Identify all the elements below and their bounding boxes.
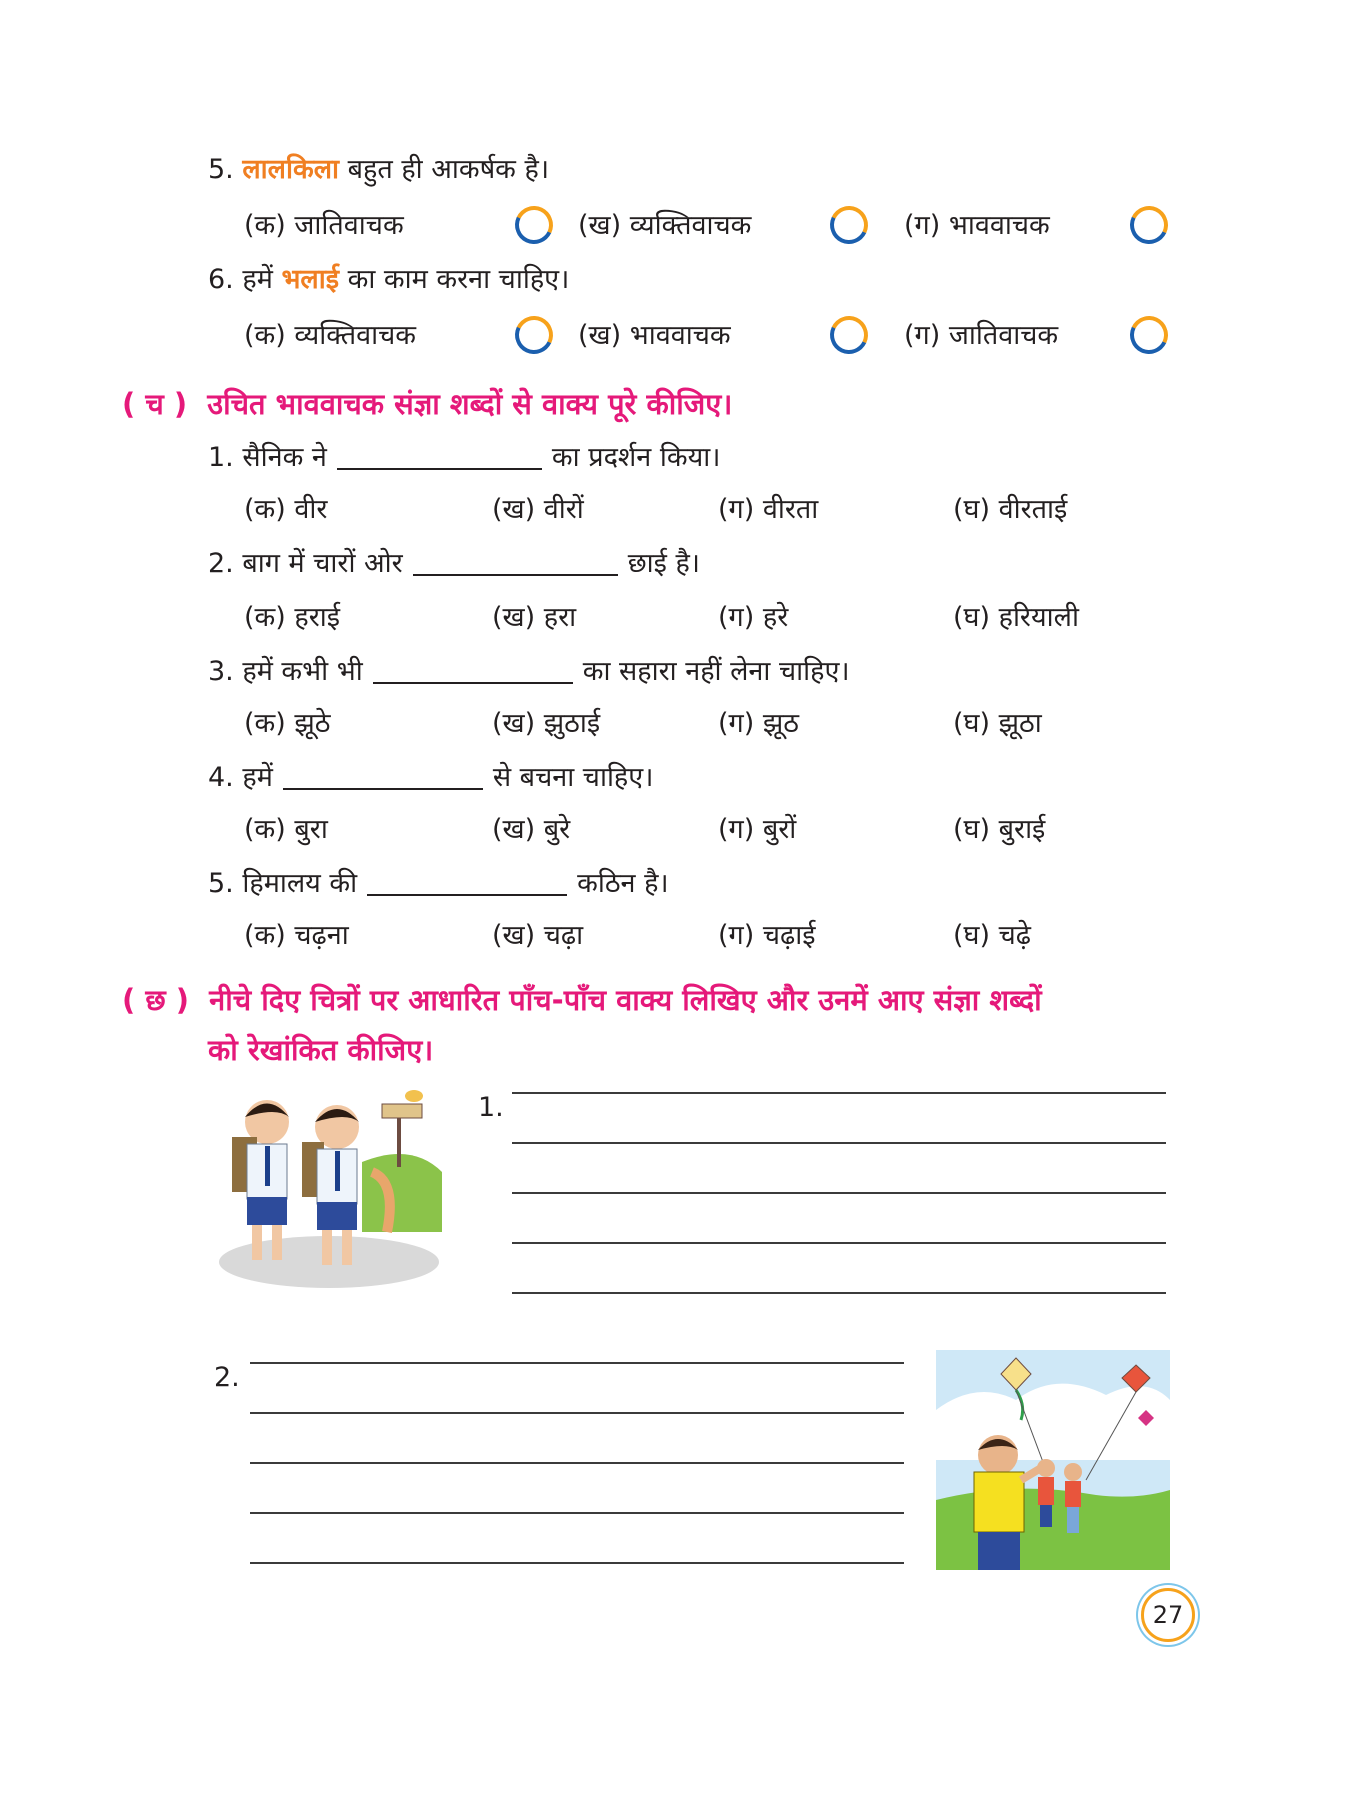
boy-pants: [978, 1532, 1020, 1570]
option-gha: (घ) वीरताई: [953, 494, 1068, 525]
fill-item-1: [208, 440, 720, 476]
answer-blank[interactable]: [337, 448, 542, 470]
option-ka: (क) व्यक्तिवाचक: [244, 320, 417, 351]
fill-item-2: [208, 546, 700, 582]
kite-flying-illustration: [936, 1350, 1170, 1570]
writing-line[interactable]: [512, 1242, 1166, 1244]
option-kha: (ख) व्यक्तिवाचक: [578, 210, 752, 241]
option-ka: (क) जातिवाचक: [244, 210, 404, 241]
option-ka: (क) वीर: [244, 494, 328, 525]
question-text: हमें कभी भी: [242, 656, 363, 687]
option-ga: (ग) जातिवाचक: [904, 320, 1059, 351]
option-ga: (ग) वीरता: [718, 494, 819, 525]
question-text: छाई है।: [627, 548, 701, 579]
boy-tie: [335, 1151, 340, 1191]
writing-item-2-number: 2.: [214, 1362, 240, 1393]
boy-shorts: [317, 1202, 357, 1230]
question-text: का सहारा नहीं लेना चाहिए।: [582, 656, 850, 687]
answer-blank[interactable]: [413, 554, 618, 576]
option-ga: (ग) चढ़ाई: [718, 920, 816, 951]
question-text: बाग में चारों ओर: [242, 548, 403, 579]
option-ka: (क) बुरा: [244, 814, 328, 845]
child-head: [1064, 1463, 1082, 1481]
option-gha: (घ) हरियाली: [953, 602, 1079, 633]
child-pants: [1040, 1505, 1052, 1527]
question-number: 5.: [208, 868, 234, 899]
option-gha: (घ) झूठा: [953, 708, 1042, 739]
answer-circle[interactable]: [825, 311, 874, 360]
question-number: 2.: [208, 548, 234, 579]
question-text: हमें: [242, 762, 273, 793]
section-chha-heading-line2: को रेखांकित कीजिए।: [208, 1033, 434, 1067]
answer-circle[interactable]: [1125, 201, 1174, 250]
section-title: नीचे दिए चित्रों पर आधारित पाँच-पाँच वाक्य लिखिए और उनमें आए संज्ञा शब्दों: [209, 983, 1042, 1017]
boy-tie: [265, 1146, 270, 1186]
writing-line[interactable]: [250, 1412, 904, 1414]
boy-leg: [252, 1225, 262, 1260]
option-kha: (ख) झुठाई: [492, 708, 601, 739]
question-text: हिमालय की: [242, 868, 358, 899]
boy-leg: [322, 1230, 332, 1265]
writing-line[interactable]: [512, 1292, 1166, 1294]
fill-item-4: [208, 760, 653, 796]
option-kha: (ख) हरा: [492, 602, 577, 633]
option-kha: (ख) बुरे: [492, 814, 571, 845]
answer-blank[interactable]: [373, 662, 573, 684]
question-5: [208, 152, 549, 188]
section-title: उचित भाववाचक संज्ञा शब्दों से वाक्य पूरे कीजिए।: [207, 387, 733, 421]
question-text: का काम करना चाहिए।: [347, 264, 570, 295]
question-number: 4.: [208, 762, 234, 793]
question-number: 1.: [208, 442, 234, 473]
schoolboys-illustration: [212, 1082, 446, 1288]
section-label: ( च ): [122, 387, 188, 421]
fill-item-5: [208, 866, 669, 902]
option-ga: (ग) हरे: [718, 602, 789, 633]
question-number: 3.: [208, 656, 234, 687]
child-shirt: [1038, 1477, 1054, 1505]
writing-line[interactable]: [250, 1462, 904, 1464]
option-ga: (ग) भाववाचक: [904, 210, 1050, 241]
question-text: हमें: [242, 264, 273, 295]
option-gha: (घ) चढ़े: [953, 920, 1031, 951]
option-kha: (ख) भाववाचक: [578, 320, 731, 351]
question-text: बहुत ही आकर्षक है।: [347, 154, 550, 185]
answer-circle[interactable]: [510, 311, 559, 360]
option-ga: (ग) झूठ: [718, 708, 799, 739]
page-number-badge: 27: [1141, 1588, 1195, 1642]
section-label: ( छ ): [122, 983, 190, 1017]
answer-blank[interactable]: [283, 768, 483, 790]
writing-line[interactable]: [512, 1092, 1166, 1094]
bird-icon: [405, 1090, 423, 1102]
child-shirt: [1065, 1481, 1081, 1507]
question-text: कठिन है।: [577, 868, 669, 899]
writing-line[interactable]: [512, 1142, 1166, 1144]
writing-line[interactable]: [512, 1192, 1166, 1194]
highlighted-word: भलाई: [281, 264, 339, 295]
child-head: [1037, 1459, 1055, 1477]
question-6: [208, 262, 569, 298]
option-ka: (क) हराई: [244, 602, 341, 633]
option-ka: (क) चढ़ना: [244, 920, 349, 951]
child-pants: [1067, 1507, 1079, 1533]
writing-line[interactable]: [250, 1512, 904, 1514]
option-gha: (घ) बुराई: [953, 814, 1046, 845]
clouds: [936, 1384, 1170, 1460]
answer-circle[interactable]: [510, 201, 559, 250]
answer-circle[interactable]: [1125, 311, 1174, 360]
writing-item-1-number: 1.: [478, 1092, 504, 1123]
writing-line[interactable]: [250, 1562, 904, 1564]
option-kha: (ख) वीरों: [492, 494, 584, 525]
question-text: सैनिक ने: [242, 442, 327, 473]
boy-shirt: [974, 1472, 1024, 1532]
answer-blank[interactable]: [367, 874, 567, 896]
highlighted-word: लालकिला: [242, 154, 339, 185]
boy-shorts: [247, 1197, 287, 1225]
question-number: 6.: [208, 264, 234, 295]
signboard: [382, 1104, 422, 1118]
section-cha-heading: [122, 382, 732, 426]
boy-leg: [272, 1225, 282, 1260]
option-kha: (ख) चढ़ा: [492, 920, 584, 951]
question-number: 5.: [208, 154, 234, 185]
grass-hill: [362, 1154, 442, 1232]
fill-item-3: [208, 654, 850, 690]
option-ka: (क) झूठे: [244, 708, 331, 739]
writing-line[interactable]: [250, 1362, 904, 1364]
boy-leg: [342, 1230, 352, 1265]
question-text: से बचना चाहिए।: [492, 762, 654, 793]
section-chha-heading: [122, 978, 1042, 1022]
answer-circle[interactable]: [825, 201, 874, 250]
option-ga: (ग) बुरों: [718, 814, 797, 845]
question-text: का प्रदर्शन किया।: [551, 442, 721, 473]
